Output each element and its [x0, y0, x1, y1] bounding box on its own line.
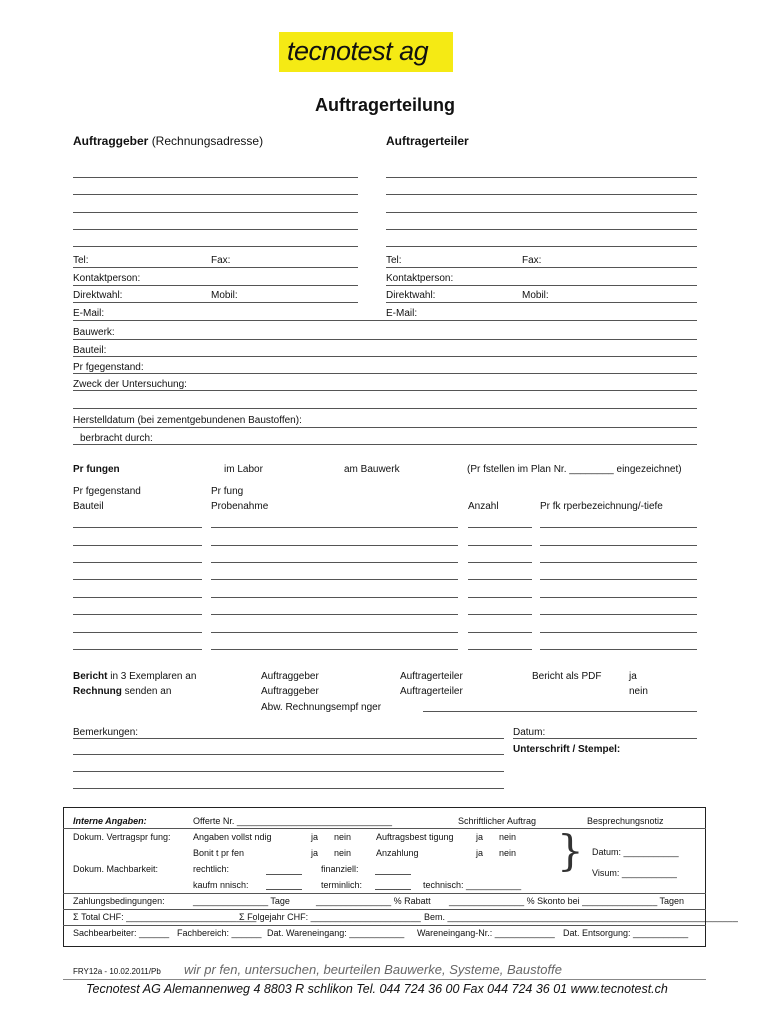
test-row-6-col-1[interactable] — [73, 614, 202, 615]
contractor-heading: Auftragerteiler — [386, 134, 469, 148]
client-heading-label: Auftraggeber — [73, 134, 149, 148]
client-direct-label: Direktwahl: — [73, 290, 123, 301]
contractor-contact-label: Kontaktperson: — [386, 273, 454, 284]
internal-datum-field[interactable]: Datum: ___________ — [592, 847, 679, 857]
zweck-line-1[interactable] — [73, 390, 697, 391]
contractor-address-line-1[interactable] — [386, 177, 697, 178]
client-address-line-3[interactable] — [73, 212, 358, 213]
client-address-line-2[interactable] — [73, 194, 358, 195]
contractor-address-line-4[interactable] — [386, 229, 697, 230]
test-row-4-col-3[interactable] — [468, 579, 532, 580]
pruefgegenstand-label: Pr fgegenstand: — [73, 362, 144, 373]
terminlich-line[interactable] — [375, 889, 411, 890]
contractor-tel-line[interactable] — [386, 267, 697, 268]
datum-line[interactable] — [513, 738, 697, 739]
machbarkeit-label: Dokum. Machbarkeit: — [73, 864, 159, 874]
herstelldatum-label: Herstelldatum (bei zementgebundenen Baustoffen): — [73, 415, 302, 426]
test-row-8-col-3[interactable] — [468, 649, 532, 650]
test-row-2-col-1[interactable] — [73, 545, 202, 546]
contractor-address-line-2[interactable] — [386, 194, 697, 195]
col-pruefung: Pr fung — [211, 486, 244, 497]
col-pruefgegenstand: Pr fgegenstand — [73, 486, 141, 497]
technisch-field[interactable]: technisch: ___________ — [423, 880, 522, 890]
contractor-fax-label: Fax: — [522, 255, 542, 266]
pdf-label: Bericht als PDF — [532, 671, 602, 682]
test-row-2-col-4[interactable] — [540, 545, 697, 546]
finanziell-line[interactable] — [375, 874, 411, 875]
test-row-3-col-2[interactable] — [211, 562, 458, 563]
bauteil-line[interactable] — [73, 356, 697, 357]
test-row-1-col-2[interactable] — [211, 527, 458, 528]
wareneingang-nr-field[interactable]: Wareneingang-Nr.: ____________ — [417, 928, 555, 938]
ueberbracht-label: berbracht durch: — [80, 433, 153, 444]
test-row-1-col-4[interactable] — [540, 527, 697, 528]
bericht-label — [73, 671, 196, 683]
form-code: FRY12a - 10.02.2011/Pb — [73, 967, 161, 976]
test-row-4-col-4[interactable] — [540, 579, 697, 580]
test-row-5-col-2[interactable] — [211, 597, 458, 598]
zweck-label: Zweck der Untersuchung: — [73, 379, 187, 390]
tage-field[interactable]: _______________ Tage — [193, 896, 290, 906]
client-direct-line[interactable] — [73, 302, 358, 303]
bericht-auftragerteiler-option[interactable]: Auftragerteiler — [400, 671, 463, 682]
unterschrift-label: Unterschrift / Stempel: — [513, 744, 621, 755]
contractor-address-line-5[interactable] — [386, 246, 697, 247]
internal-heading: Interne Angaben: — [73, 816, 147, 826]
col-probenahme: Probenahme — [211, 501, 269, 512]
total-field[interactable]: Σ Total CHF: __________________________ — [73, 912, 257, 922]
internal-divider-4 — [63, 925, 706, 926]
internal-divider-3 — [63, 909, 706, 910]
client-fax-label: Fax: — [211, 255, 231, 266]
pdf-nein-option[interactable]: nein — [629, 686, 648, 697]
bemerkungen-line-4[interactable] — [73, 788, 504, 789]
company-logo — [279, 32, 453, 72]
tests-bauwerk-option[interactable]: am Bauwerk — [344, 464, 400, 475]
contractor-email-label: E-Mail: — [386, 308, 418, 319]
rechtlich-line[interactable] — [266, 874, 302, 875]
client-address-line-5[interactable] — [73, 246, 358, 247]
test-row-2-col-3[interactable] — [468, 545, 532, 546]
bemerkungen-line-2[interactable] — [73, 754, 504, 755]
client-tel-line[interactable] — [73, 267, 358, 268]
client-heading — [73, 134, 263, 148]
bemerkungen-line-3[interactable] — [73, 771, 504, 772]
test-row-7-col-2[interactable] — [211, 632, 458, 633]
test-row-6-col-2[interactable] — [211, 614, 458, 615]
bemerkungen-line-1[interactable] — [73, 738, 504, 739]
test-row-6-col-3[interactable] — [468, 614, 532, 615]
herstelldatum-line[interactable] — [73, 427, 697, 428]
wareneingang-field[interactable]: Dat. Wareneingang: ___________ — [267, 928, 405, 938]
zweck-line-2[interactable] — [73, 408, 697, 409]
anzahlung-label: Anzahlung — [376, 848, 419, 858]
angaben-label: Angaben vollst ndig — [193, 832, 272, 842]
client-address-line-1[interactable] — [73, 177, 358, 178]
besprechung-option[interactable]: Besprechungsnotiz — [587, 816, 664, 826]
test-row-2-col-2[interactable] — [211, 545, 458, 546]
offerte-field[interactable]: Offerte Nr. _______________________________ — [193, 816, 393, 826]
bem-field[interactable]: Bem. __________________________________________________________ — [424, 912, 738, 922]
col-bauteil: Bauteil — [73, 501, 104, 512]
test-row-7-col-1[interactable] — [73, 632, 202, 633]
email-line[interactable] — [73, 320, 697, 321]
footer-slogan: wir pr fen, untersuchen, beurteilen Bauwerke, Systeme, Baustoffe — [184, 962, 562, 977]
pdf-ja-option[interactable]: ja — [629, 671, 637, 682]
bericht-rest: in 3 Exemplaren an — [107, 671, 197, 682]
footer-divider — [63, 979, 706, 980]
auftragsbest-ja[interactable]: ja — [476, 832, 484, 842]
client-contact-label: Kontaktperson: — [73, 273, 141, 284]
tests-plan-note: (Pr fstellen im Plan Nr. ________ eingezeichnet) — [467, 464, 682, 475]
test-row-4-col-2[interactable] — [211, 579, 458, 580]
col-anzahl: Anzahl — [468, 501, 499, 512]
rechnung-auftraggeber-option[interactable]: Auftraggeber — [261, 686, 319, 697]
col-koerperbezeichnung: Pr fk rperbezeichnung/-tiefe — [540, 501, 663, 512]
fachbereich-field[interactable]: Fachbereich: ______ — [177, 928, 262, 938]
rabatt-field[interactable]: _______________ % Rabatt — [316, 896, 431, 906]
auftragsbest-label: Auftragsbest tigung — [376, 832, 454, 842]
test-row-3-col-4[interactable] — [540, 562, 697, 563]
page-title: Auftragerteilung — [314, 95, 455, 115]
bericht-bold: Bericht — [73, 671, 108, 682]
tests-heading: Pr fungen — [73, 464, 120, 475]
test-row-8-col-2[interactable] — [211, 649, 458, 650]
skonto-field[interactable]: _______________ % Skonto bei _______________ Tagen — [449, 896, 685, 906]
schriftlich-option[interactable]: Schriftlicher Auftrag — [458, 816, 537, 826]
brace-icon: } — [557, 826, 584, 875]
anzahlung-ja[interactable]: ja — [476, 848, 484, 858]
test-row-3-col-3[interactable] — [468, 562, 532, 563]
angaben-ja[interactable]: ja — [311, 832, 319, 842]
kaufmaennisch-line[interactable] — [266, 889, 302, 890]
client-tel-label: Tel: — [73, 255, 89, 266]
internal-visum-field[interactable]: Visum: ___________ — [592, 868, 677, 878]
test-row-4-col-1[interactable] — [73, 579, 202, 580]
bauwerk-label: Bauwerk: — [73, 327, 115, 338]
client-mobile-label: Mobil: — [211, 290, 238, 301]
client-email-label: E-Mail: — [73, 308, 105, 319]
test-row-6-col-4[interactable] — [540, 614, 697, 615]
test-row-5-col-1[interactable] — [73, 597, 202, 598]
ueberbracht-line[interactable] — [73, 444, 697, 445]
test-row-1-col-3[interactable] — [468, 527, 532, 528]
contractor-direct-label: Direktwahl: — [386, 290, 436, 301]
vertrag-label: Dokum. Vertragspr fung: — [73, 832, 171, 842]
abw-rechnungsempfaenger-option[interactable]: Abw. Rechnungsempf nger — [261, 702, 382, 713]
kaufmaennisch-label: kaufm nnisch: — [193, 880, 249, 890]
contractor-address-line-3[interactable] — [386, 212, 697, 213]
rechnung-label — [73, 686, 171, 698]
contractor-tel-label: Tel: — [386, 255, 402, 266]
client-heading-sub: (Rechnungsadresse) — [151, 134, 264, 148]
test-row-7-col-4[interactable] — [540, 632, 697, 633]
entsorgung-field[interactable]: Dat. Entsorgung: ___________ — [563, 928, 689, 938]
sachbearbeiter-field[interactable]: Sachbearbeiter: ______ — [73, 928, 170, 938]
test-row-1-col-1[interactable] — [73, 527, 202, 528]
bonitaet-label: Bonit t pr fen — [193, 848, 245, 858]
finanziell-label: finanziell: — [321, 864, 359, 874]
logo-text: tecnotest ag — [287, 36, 429, 66]
client-contact-line[interactable] — [73, 285, 358, 286]
test-row-8-col-4[interactable] — [540, 649, 697, 650]
bemerkungen-label: Bemerkungen: — [73, 727, 139, 738]
internal-divider-2 — [63, 893, 706, 894]
auftragsbest-nein[interactable]: nein — [499, 832, 517, 842]
test-row-5-col-4[interactable] — [540, 597, 697, 598]
pruefgegenstand-line[interactable] — [73, 373, 697, 374]
internal-divider-1 — [63, 828, 706, 829]
client-address-line-4[interactable] — [73, 229, 358, 230]
zahlung-label: Zahlungsbedingungen: — [73, 896, 165, 906]
bauwerk-line[interactable] — [73, 339, 697, 340]
test-row-7-col-3[interactable] — [468, 632, 532, 633]
rechtlich-label: rechtlich: — [193, 864, 230, 874]
folgejahr-field[interactable]: Σ Folgejahr CHF: ______________________ — [239, 912, 421, 922]
bonitaet-ja[interactable]: ja — [311, 848, 319, 858]
bauteil-label: Bauteil: — [73, 345, 107, 356]
anzahlung-nein[interactable]: nein — [499, 848, 517, 858]
contractor-mobile-label: Mobil: — [522, 290, 549, 301]
bericht-auftraggeber-option[interactable]: Auftraggeber — [261, 671, 319, 682]
footer-address: Tecnotest AG Alemannenweg 4 8803 R schlikon Tel. 044 724 36 00 Fax 044 724 36 01 www.tecnotest.ch — [86, 982, 668, 996]
terminlich-label: terminlich: — [321, 880, 363, 890]
datum-label: Datum: — [513, 727, 546, 738]
bonitaet-nein[interactable]: nein — [334, 848, 352, 858]
rechnung-auftragerteiler-option[interactable]: Auftragerteiler — [400, 686, 463, 697]
tests-labor-option[interactable]: im Labor — [224, 464, 263, 475]
rechnung-rest: senden an — [121, 686, 172, 697]
test-row-5-col-3[interactable] — [468, 597, 532, 598]
test-row-3-col-1[interactable] — [73, 562, 202, 563]
rechnung-bold: Rechnung — [73, 686, 122, 697]
contractor-contact-line[interactable] — [386, 285, 697, 286]
contractor-direct-line[interactable] — [386, 302, 697, 303]
angaben-nein[interactable]: nein — [334, 832, 352, 842]
test-row-8-col-1[interactable] — [73, 649, 202, 650]
abw-rechnungsempfaenger-line[interactable] — [423, 711, 697, 712]
